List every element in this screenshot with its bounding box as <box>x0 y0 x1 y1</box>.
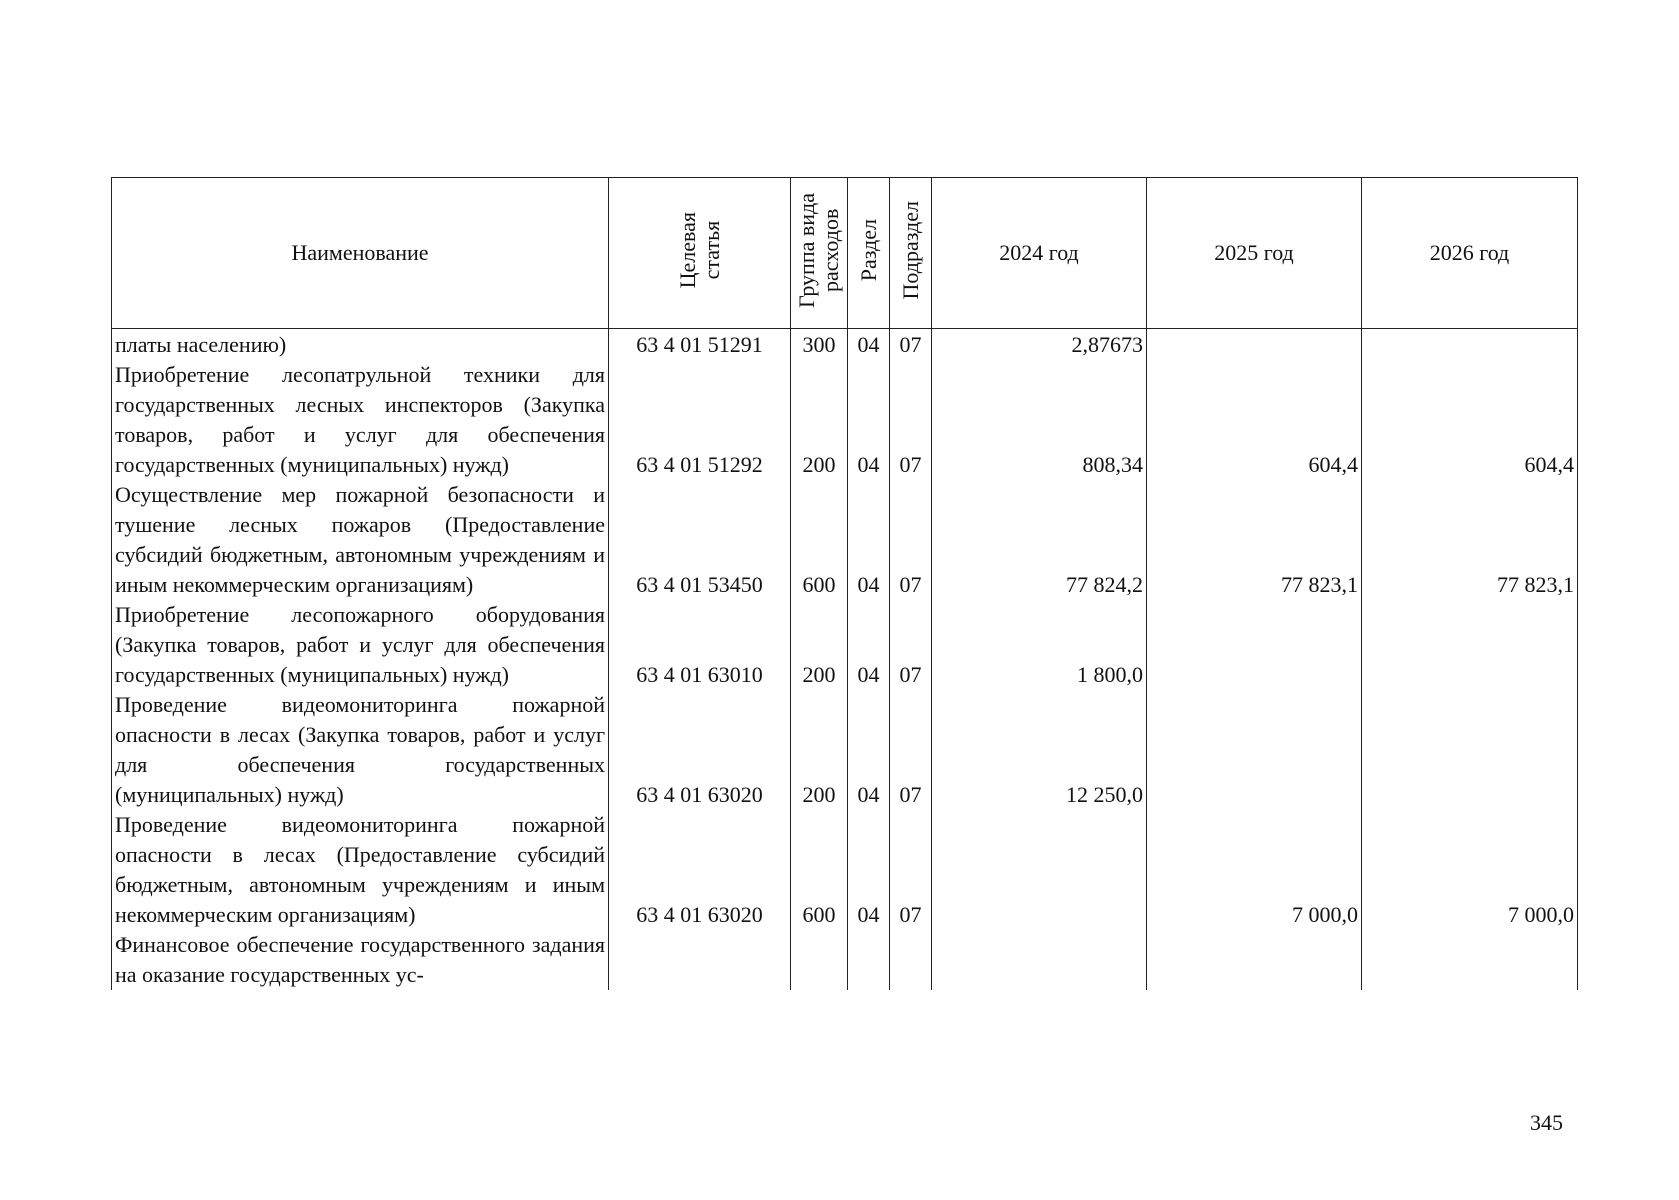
table-row <box>112 480 1578 600</box>
table-header-row <box>112 178 1578 329</box>
row-subsection: 07 <box>890 329 932 361</box>
row-expense-group <box>791 930 848 990</box>
header-section: Раздел <box>848 178 890 329</box>
row-name: платы населению) <box>112 329 609 361</box>
table-row <box>112 360 1578 480</box>
row-expense-group: 600 <box>791 810 848 930</box>
row-subsection: 07 <box>890 810 932 930</box>
row-section: 04 <box>848 810 890 930</box>
row-amount-2025 <box>1147 329 1362 361</box>
row-section: 04 <box>848 360 890 480</box>
row-amount-2026 <box>1362 329 1578 361</box>
page-number: 345 <box>1530 1110 1563 1135</box>
table-row-continued <box>112 930 1578 990</box>
header-year-2024: 2024 год <box>932 178 1147 329</box>
row-subsection: 07 <box>890 360 932 480</box>
row-target-code: 63 4 01 51291 <box>609 329 791 361</box>
row-amount-2024: 808,34 <box>932 360 1147 480</box>
row-target-code: 63 4 01 53450 <box>609 480 791 600</box>
table-row <box>112 810 1578 930</box>
row-subsection: 07 <box>890 690 932 810</box>
row-section: 04 <box>848 690 890 810</box>
row-target-code: 63 4 01 63020 <box>609 810 791 930</box>
row-amount-2026 <box>1362 600 1578 690</box>
header-target-article: Целевая статья <box>609 178 791 329</box>
row-target-code: 63 4 01 63020 <box>609 690 791 810</box>
row-subsection <box>890 930 932 990</box>
header-year-2025: 2025 год <box>1147 178 1362 329</box>
row-section <box>848 930 890 990</box>
table-row <box>112 690 1578 810</box>
row-amount-2025: 7 000,0 <box>1147 810 1362 930</box>
header-year-2026: 2026 год <box>1362 178 1578 329</box>
row-expense-group: 200 <box>791 360 848 480</box>
row-amount-2026 <box>1362 690 1578 810</box>
row-name: Приобретение лесопожарного оборудования (Закупка товаров, работ и услуг для обеспечения государственных (муниципальных) нужд) <box>112 600 609 690</box>
row-amount-2024 <box>932 810 1147 930</box>
row-amount-2024: 1 800,0 <box>932 600 1147 690</box>
row-amount-2026: 77 823,1 <box>1362 480 1578 600</box>
row-name: Приобретение лесопатрульной техники для государственных лесных инспекторов (Закупка товаров, работ и услуг для обеспечения государственных (муниципальных) нужд) <box>112 360 609 480</box>
row-amount-2024: 2,87673 <box>932 329 1147 361</box>
row-name: Проведение видеомониторинга пожарной опасности в лесах (Закупка товаров, работ и услуг для обеспечения государственных (муниципальных) нужд) <box>112 690 609 810</box>
header-subsection: Подраздел <box>890 178 932 329</box>
row-expense-group: 300 <box>791 329 848 361</box>
row-amount-2026 <box>1362 930 1578 990</box>
row-target-code: 63 4 01 51292 <box>609 360 791 480</box>
row-section: 04 <box>848 329 890 361</box>
row-target-code: 63 4 01 63010 <box>609 600 791 690</box>
row-section: 04 <box>848 480 890 600</box>
row-section: 04 <box>848 600 890 690</box>
row-name: Финансовое обеспечение государственного задания на оказание государственных ус- <box>112 930 609 990</box>
header-expense-group: Группа вида расходов <box>791 178 848 329</box>
row-amount-2026: 604,4 <box>1362 360 1578 480</box>
table-row <box>112 600 1578 690</box>
row-amount-2024 <box>932 930 1147 990</box>
row-amount-2025 <box>1147 690 1362 810</box>
row-amount-2026: 7 000,0 <box>1362 810 1578 930</box>
row-name: Проведение видеомониторинга пожарной опасности в лесах (Предоставление субсидий бюджетным, автономным учреждениям и иным некоммерческим организациям) <box>112 810 609 930</box>
row-expense-group: 200 <box>791 600 848 690</box>
budget-table <box>111 177 1578 990</box>
row-name: Осуществление мер пожарной безопасности и тушение лесных пожаров (Предоставление субсидий бюджетным, автономным учреждениям и иным некоммерческим организациям) <box>112 480 609 600</box>
row-amount-2024: 12 250,0 <box>932 690 1147 810</box>
table-row <box>112 329 1578 361</box>
row-amount-2024: 77 824,2 <box>932 480 1147 600</box>
row-expense-group: 600 <box>791 480 848 600</box>
row-amount-2025: 604,4 <box>1147 360 1362 480</box>
row-subsection: 07 <box>890 600 932 690</box>
row-amount-2025 <box>1147 930 1362 990</box>
row-amount-2025: 77 823,1 <box>1147 480 1362 600</box>
row-expense-group: 200 <box>791 690 848 810</box>
row-amount-2025 <box>1147 600 1362 690</box>
row-subsection: 07 <box>890 480 932 600</box>
row-target-code <box>609 930 791 990</box>
header-name: Наименование <box>112 178 609 329</box>
